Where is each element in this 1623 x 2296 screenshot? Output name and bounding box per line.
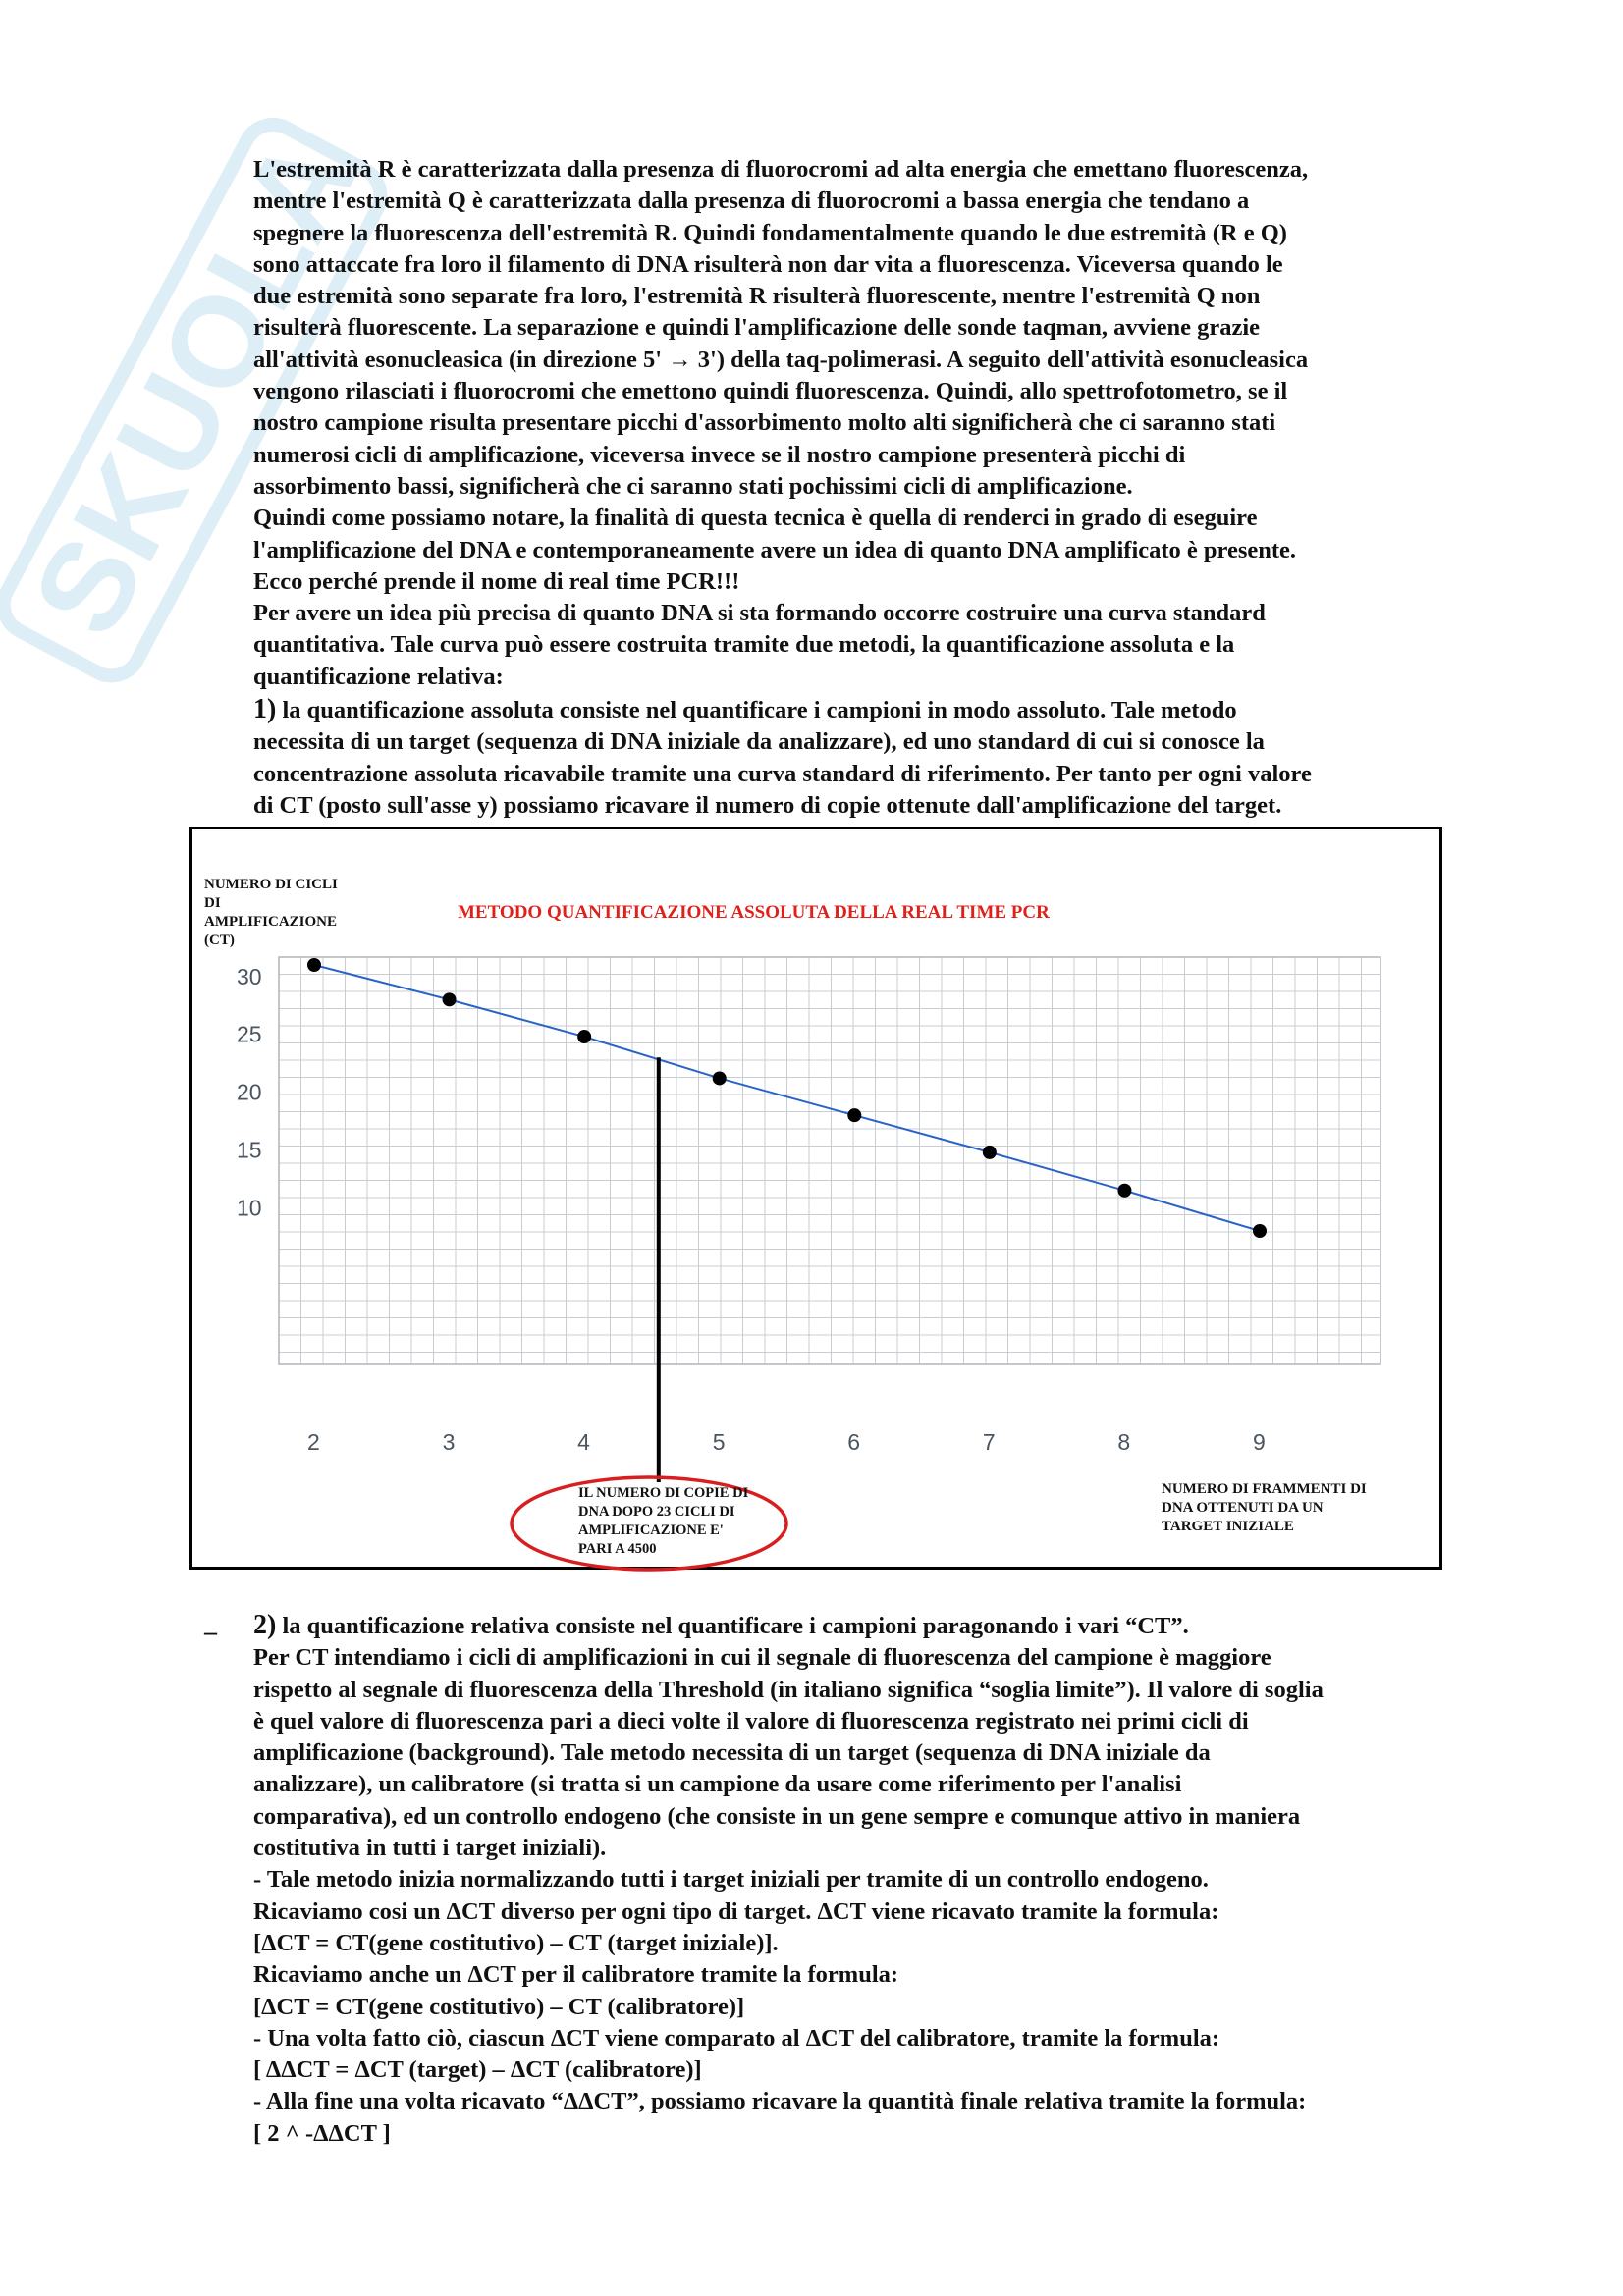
x-tick-label: 8 [1117,1429,1131,1455]
section-2-line: - Tale metodo inizia normalizzando tutti i target iniziali per tramite di un controllo endogeno. [253,1866,1209,1894]
intro-line: quantificazione relativa: [253,663,504,690]
section-2-line: - Alla fine una volta ricavato “ΔΔCT”, possiamo ricavare la quantità finale relativa tramite la formula: [253,2088,1307,2115]
intro-line: Quindi come possiamo notare, la finalità di questa tecnica è quella di renderci in grado di eseguire [253,505,1258,532]
section-2-line: Per CT intendiamo i cicli di amplificazioni in cui il segnale di fluorescenza del campione è maggiore [253,1644,1271,1672]
section-2-line: [ ΔΔCT = ΔCT (target) – ΔCT (calibratore)] [253,2056,702,2084]
data-point [983,1146,997,1159]
intro-line: all'attività esonucleasica (in direzione 5' → 3') della taq-polimerasi. A seguito dell'attività esonucleasica [253,346,1309,373]
intro-line: mentre l'estremità Q è caratterizzata dalla presenza di fluorocromi a bassa energia che tendano a [253,187,1250,215]
data-point [1253,1224,1267,1238]
watermark-text: SKUOLA [4,113,385,658]
data-point [577,1030,591,1043]
y-axis-label-line: DI [204,895,221,911]
intro-line: Per avere un idea più precisa di quanto DNA si sta formando occorre costruire una curva standard [253,600,1266,627]
data-point [1117,1184,1131,1198]
annotation-text-line: IL NUMERO DI COPIE DI [578,1485,749,1501]
x-tick-label: 7 [982,1429,996,1455]
section-2-line: - Una volta fatto ciò, ciascun ΔCT viene comparato al ΔCT del calibratore, tramite la formula: [253,2024,1220,2052]
plot-border [279,957,1380,1364]
intro-line: quantitativa. Tale curva può essere costruita tramite due metodi, la quantificazione assoluta e la [253,631,1235,659]
chart-title: METODO QUANTIFICAZIONE ASSOLUTA DELLA REAL TIME PCR [458,902,1050,923]
x-axis-label [1162,1481,1367,1534]
chart-annotation [512,1057,786,1570]
intro-line: spegnere la fluorescenza dell'estremità R. Quindi fondamentalmente quando le due estremità (R e Q) [253,219,1287,246]
annotation-text-line: PARI A 4500 [578,1541,657,1557]
chart-frame [189,827,1442,1570]
x-tick-label: 6 [847,1429,861,1455]
section-2-line: [ΔCT = CT(gene costitutivo) – CT (calibratore)] [253,1993,745,2020]
intro-line: nostro campione risulta presentare picchi d'assorbimento molto alti significherà che ci saranno stati [253,409,1276,437]
y-axis-label-line: NUMERO DI CICLI [204,877,338,892]
ct-standard-curve-chart [192,829,1439,1567]
section-1-number: 1) [253,694,277,724]
y-axis-label-line: (CT) [204,933,235,948]
intro-line: assorbimento bassi, significherà che ci saranno stati pochissimi cicli di amplificazione. [253,472,1133,500]
intro-line: vengono rilasciati i fluorocromi che emettono quindi fluorescenza. Quindi, allo spettrofotometro, se il [253,378,1288,405]
section-2-line: rispetto al segnale di fluorescenza della Threshold (in italiano significa “soglia limite”). Il valore di soglia [253,1676,1324,1703]
section-2-line: è quel valore di fluorescenza pari a dieci volte il valore di fluorescenza registrato nei primi cicli di [253,1707,1249,1735]
y-tick-label: 25 [237,1021,262,1047]
x-tick-label: 4 [577,1429,590,1455]
section-2-line: amplificazione (background). Tale metodo necessita di un target (sequenza di DNA iniziale da [253,1739,1211,1767]
data-point [713,1071,727,1085]
intro-line: sono attaccate fra loro il filamento di DNA risulterà non dar vita a fluorescenza. Viceversa quando le [253,250,1283,278]
section-1-line: concentrazione assoluta ricavabile tramite una curva standard di riferimento. Per tanto per ogni valore [253,760,1312,787]
section-absolute-quantification [253,694,1481,822]
y-tick-label: 10 [237,1195,262,1221]
section-2-bullet: – [204,1618,217,1646]
chart-grid [279,957,1380,1364]
y-axis-label-line: AMPLIFICAZIONE [204,914,338,930]
section-2-line: [ΔCT = CT(gene costitutivo) – CT (target iniziale)]. [253,1929,779,1956]
data-point [443,992,457,1006]
intro-line: risulterà fluorescente. La separazione e quindi l'amplificazione delle sonde taqman, avviene grazie [253,314,1261,342]
y-axis-label [204,877,338,948]
intro-line: due estremità sono separate fra loro, l'estremità R risulterà fluorescente, mentre l'estremità Q non [253,283,1261,310]
data-point [307,958,321,972]
y-tick-label: 30 [237,963,262,989]
x-tick-label: 5 [712,1429,726,1455]
section-2-line: Ricaviamo cosi un ΔCT diverso per ogni tipo di target. ΔCT viene ricavato tramite la formula: [253,1897,1219,1925]
section-2-line: comparativa), ed un controllo endogeno (che consiste in un gene sempre e comunque attivo in maniera [253,1802,1301,1830]
annotation-text-line: DNA DOPO 23 CICLI DI [578,1504,735,1520]
section-1-line: di CT (posto sull'asse y) possiamo ricavare il numero di copie ottenute dall'amplificazione del target. [253,791,1282,819]
y-tick-label: 15 [237,1137,262,1163]
section-2-line: analizzare), un calibratore (si tratta si un campione da usare come riferimento per l'analisi [253,1771,1182,1798]
intro-line: Ecco perché prende il nome di real time PCR!!! [253,567,740,595]
x-tick-label: 9 [1253,1429,1266,1455]
intro-line: l'amplificazione del DNA e contemporaneamente avere un idea di quanto DNA amplificato è presente. [253,536,1297,563]
y-tick-label: 20 [237,1079,262,1105]
section-2-line: Ricaviamo anche un ΔCT per il calibratore tramite la formula: [253,1961,899,1989]
x-tick-label: 2 [307,1429,320,1455]
section-1-line: necessita di un target (sequenza di DNA iniziale da analizzare), ed uno standard di cui si conosce la [253,728,1265,756]
section-1-first-line: la quantificazione assoluta consiste nel quantificare i campioni in modo assoluto. Tale metodo [276,697,1237,723]
intro-line: L'estremità R è caratterizzata dalla presenza di fluorocromi ad alta energia che emettano fluorescenza, [253,156,1309,183]
data-point [847,1108,861,1122]
annotation-text-line: AMPLIFICAZIONE E' [578,1522,724,1538]
section-2-first-line: la quantificazione relativa consiste nel quantificare i campioni paragonando i vari “CT”. [276,1613,1189,1639]
intro-paragraph [253,154,1481,693]
section-2-line: costitutiva in tutti i target iniziali). [253,1835,607,1862]
x-axis-label-line: TARGET INIZIALE [1162,1519,1294,1534]
x-axis-label-line: DNA OTTENUTI DA UN [1162,1500,1324,1516]
intro-line: numerosi cicli di amplificazione, viceversa invece se il nostro campione presenterà picchi di [253,441,1186,468]
x-axis-label-line: NUMERO DI FRAMMENTI DI [1162,1481,1367,1497]
x-tick-label: 3 [442,1429,456,1455]
section-2-line: [ 2 ^ -ΔΔCT ] [253,2119,391,2147]
section-2-number: 2) [253,1610,277,1640]
section-relative-quantification [253,1610,1530,2150]
